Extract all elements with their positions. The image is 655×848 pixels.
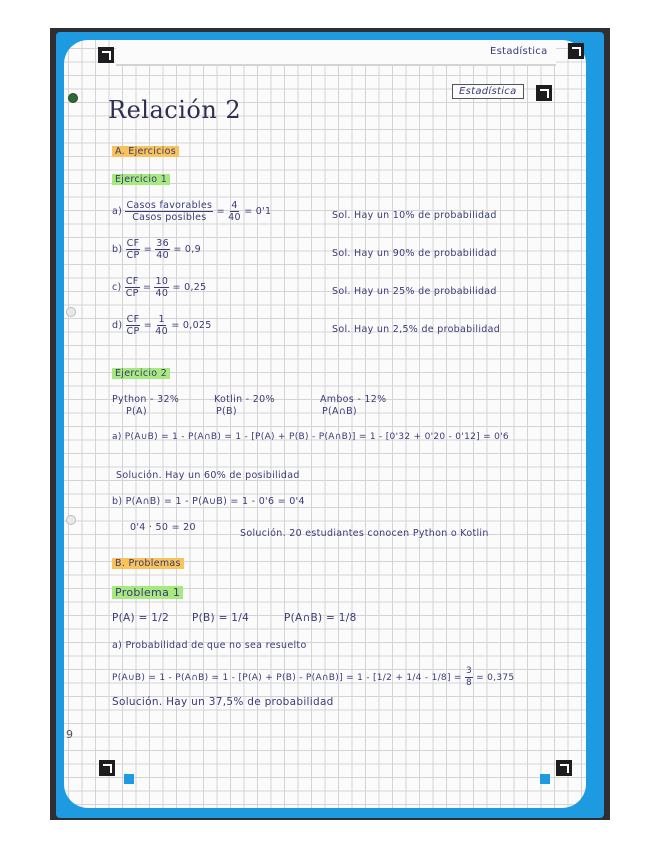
ex1-b-solution: Sol. Hay un 90% de probabilidad <box>332 248 497 259</box>
problem-1-label: Problema 1 <box>112 586 183 599</box>
exercise-2-label: Ejercicio 2 <box>112 368 170 379</box>
corner-marker-top-left-icon <box>98 47 114 63</box>
small-square-left <box>124 774 134 784</box>
binder-hole <box>68 93 78 103</box>
problem-1-a-equation <box>112 666 514 689</box>
fraction <box>155 314 168 337</box>
fraction <box>228 200 241 223</box>
fraction-denominator: 40 <box>228 212 241 223</box>
fraction <box>125 200 213 223</box>
fraction <box>465 666 473 689</box>
ex1-c-solution: Sol. Hay un 25% de probabilidad <box>332 286 497 297</box>
equals-sign: = <box>216 206 225 217</box>
ex1-b-formula <box>112 238 201 261</box>
fraction <box>154 276 169 299</box>
item-prefix: c) <box>112 282 122 293</box>
result: = 0,9 <box>173 244 201 255</box>
fraction-numerator: 3 <box>465 666 472 676</box>
ex1-d-solution: Sol. Hay un 2,5% de probabilidad <box>332 324 501 335</box>
ex2-a-equation: a) P(A∪B) = 1 - P(A∩B) = 1 - [P(A) + P(B) - P(A∩B)] = 1 - [0'32 + 0'20 - 0'12] = 0'6 <box>112 432 509 442</box>
fraction-denominator: 40 <box>156 250 169 261</box>
python-notation: P(A) <box>126 406 147 417</box>
ex1-a-formula <box>112 200 271 223</box>
kotlin-notation: P(B) <box>216 406 237 417</box>
page-title: Relación 2 <box>108 96 242 124</box>
ex1-d-formula <box>112 314 212 337</box>
exercise-1-label: Ejercicio 1 <box>112 174 170 185</box>
ex2-a-solution: Solución. Hay un 60% de posibilidad <box>116 470 300 481</box>
ex2-b-equation: b) P(A∩B) = 1 - P(A∪B) = 1 - 0'6 = 0'4 <box>112 496 305 507</box>
problem-1-a-title: a) Probabilidad de que no sea resuelto <box>112 640 307 651</box>
corner-marker-box-icon <box>536 85 552 101</box>
fraction-denominator: CP <box>125 288 139 299</box>
ex2-b-calc: 0'4 · 50 = 20 <box>130 522 196 533</box>
section-b-label: B. Problemas <box>112 558 184 569</box>
fraction <box>125 276 140 299</box>
result: = 0,375 <box>476 673 515 683</box>
ex1-a-solution: Sol. Hay un 10% de probabilidad <box>332 210 497 221</box>
binder-hole <box>66 515 76 525</box>
result: = 0'1 <box>244 206 272 217</box>
kotlin-value: Kotlin - 20% <box>214 394 275 405</box>
item-prefix: d) <box>112 320 123 331</box>
pb-value: P(B) = 1/4 <box>192 612 250 624</box>
fraction-numerator: CF <box>126 314 140 325</box>
ambos-notation: P(A∩B) <box>322 406 357 417</box>
result: = 0,025 <box>171 320 212 331</box>
corner-marker-top-right-icon <box>568 43 584 59</box>
fraction-numerator: 1 <box>158 314 165 325</box>
fraction-denominator: 8 <box>465 678 472 688</box>
fraction-denominator: Casos posibles <box>132 212 207 223</box>
python-value: Python - 32% <box>112 394 180 405</box>
tab-label: Estadística <box>490 46 548 57</box>
margin-page-number: 9 <box>66 728 74 741</box>
fraction-denominator: CP <box>126 250 140 261</box>
fraction <box>126 314 141 337</box>
subject-box: Estadística <box>452 84 524 99</box>
pab-value: P(A∩B) = 1/8 <box>284 612 357 624</box>
ex1-c-formula <box>112 276 206 299</box>
corner-marker-bottom-left-icon <box>99 760 115 776</box>
fraction-numerator: 4 <box>231 200 238 211</box>
item-prefix: b) <box>112 244 123 255</box>
fraction-numerator: CF <box>126 238 140 249</box>
equation-text: P(A∪B) = 1 - P(A∩B) = 1 - [P(A) + P(B) - P(A∩B)] = 1 - [1/2 + 1/4 - 1/8] = <box>112 673 462 683</box>
result: = 0,25 <box>172 282 207 293</box>
problem-1-solution: Solución. Hay un 37,5% de probabilidad <box>112 696 334 708</box>
fraction-denominator: CP <box>126 326 140 337</box>
equals-sign: = <box>142 282 152 293</box>
fraction-denominator: 40 <box>155 326 168 337</box>
pa-value: P(A) = 1/2 <box>112 612 170 624</box>
section-a-label: A. Ejercicios <box>112 146 179 157</box>
fraction-numerator: Casos favorables <box>126 200 213 211</box>
fraction <box>155 238 170 261</box>
ambos-value: Ambos - 12% <box>320 394 387 405</box>
fraction-numerator: 36 <box>156 238 169 249</box>
ex2-b-solution: Solución. 20 estudiantes conocen Python o Kotlin <box>240 528 489 539</box>
fraction <box>126 238 141 261</box>
corner-marker-bottom-right-icon <box>556 760 572 776</box>
equals-sign: = <box>143 244 152 255</box>
small-square-right <box>540 774 550 784</box>
fraction-denominator: 40 <box>155 288 169 299</box>
binder-hole <box>66 307 76 317</box>
item-prefix: a) <box>112 206 123 217</box>
fraction-numerator: 10 <box>155 276 169 287</box>
equals-sign: = <box>143 320 152 331</box>
fraction-numerator: CF <box>125 276 139 287</box>
